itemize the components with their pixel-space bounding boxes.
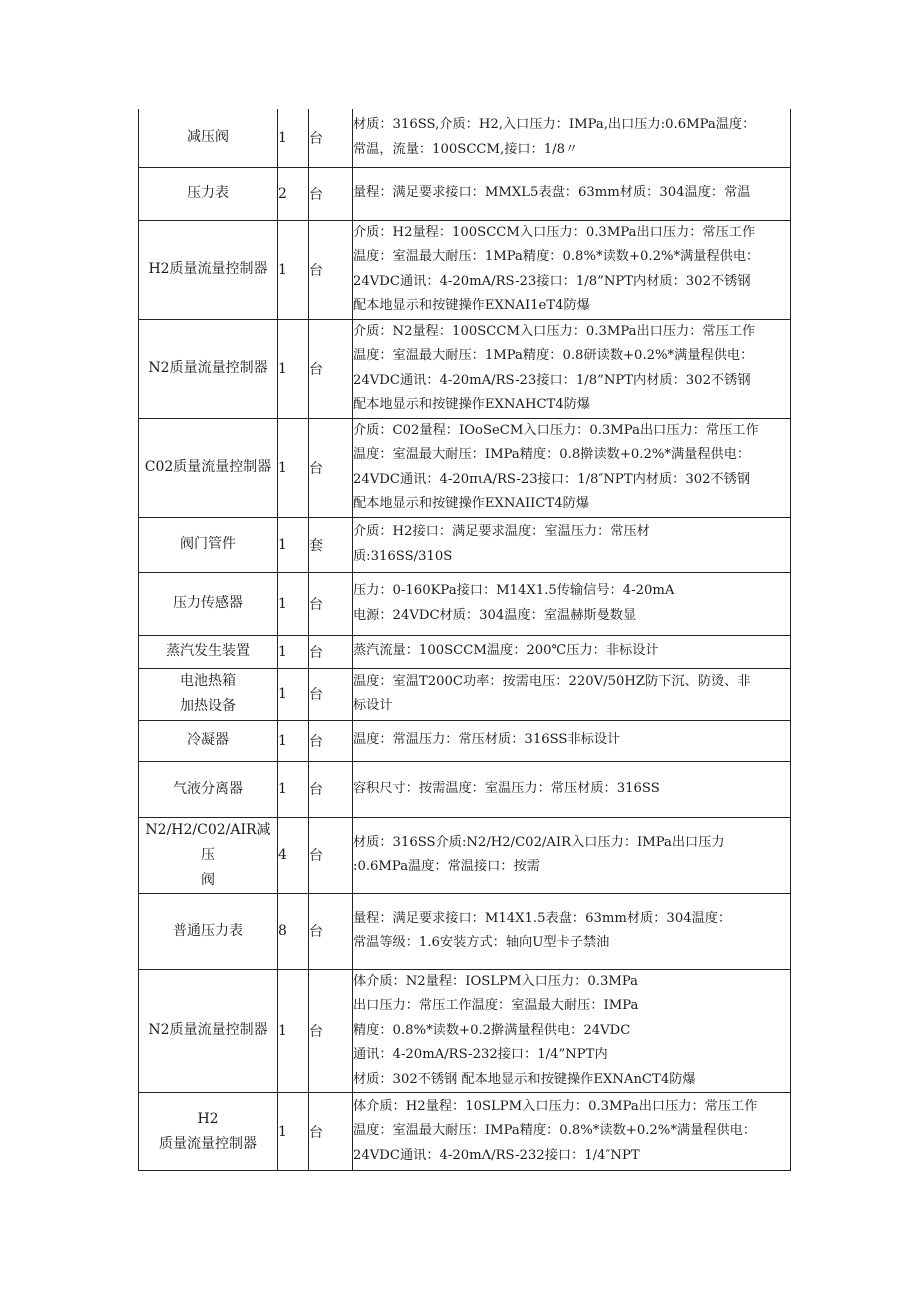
- item-name-line: 气液分离器: [173, 780, 243, 797]
- item-quantity: 1: [278, 220, 309, 319]
- spec-line: 温度：室温最大耐压：IMPa精度：0.8%*读数+0.2%*满量程供电：: [353, 1123, 757, 1139]
- item-name-line: N2质量流量控制器: [148, 360, 268, 376]
- table-row: [139, 572, 791, 635]
- item-unit: 台: [309, 319, 353, 418]
- table-row: [139, 517, 791, 572]
- spec-line: 常温等级：1.6安装方式：轴向U型卡子禁油: [353, 935, 610, 950]
- item-name: [139, 572, 278, 635]
- item-name: [139, 893, 278, 969]
- item-unit: 套: [309, 517, 353, 572]
- spec-line: 配本地显示和按键操作EXNAIICT4防爆: [353, 496, 590, 511]
- item-specification: [353, 720, 791, 761]
- item-quantity: 1: [278, 319, 309, 418]
- item-quantity: 1: [278, 720, 309, 761]
- item-name: [139, 969, 278, 1093]
- item-name: [139, 517, 278, 572]
- item-unit: 台: [309, 635, 353, 668]
- item-unit: 台: [309, 167, 353, 220]
- item-name: [139, 817, 278, 893]
- item-specification: [353, 418, 791, 517]
- spec-line: 标设计: [353, 698, 393, 713]
- item-unit: 台: [309, 668, 353, 720]
- table-row: [139, 1093, 791, 1171]
- spec-line: 电源：24VDC材质：304温度：室温赫斯曼数显: [353, 607, 637, 623]
- item-quantity: 1: [278, 1093, 309, 1171]
- table-row: [139, 319, 791, 418]
- item-name: [139, 220, 278, 319]
- item-name: [139, 167, 278, 220]
- spec-line: 温度：室温最大耐压：IMPa精度：0.8擀读数+0.2%*满量程供电：: [353, 447, 751, 462]
- item-quantity: 4: [278, 817, 309, 893]
- item-name: [139, 418, 278, 517]
- item-specification: [353, 167, 791, 220]
- spec-line: 温度：室温最大耐压：1MPa精度：0.8研读数+0.2%*满量程供电：: [353, 348, 754, 363]
- item-name-line: N2质量流量控制器: [148, 1022, 268, 1039]
- item-name: [139, 761, 278, 817]
- spec-line: 配本地显示和按键操作EXNAHCT4防爆: [353, 397, 591, 412]
- item-quantity: 2: [278, 167, 309, 220]
- spec-line: 常温，流量：100SCCM,接口：1/8〃: [353, 141, 579, 157]
- item-specification: [353, 817, 791, 893]
- item-name-line: 冷凝器: [187, 732, 229, 748]
- item-specification: [353, 969, 791, 1093]
- spec-line: 通讯：4-20mA/RS-232接口：1/4”NPT内: [353, 1047, 608, 1062]
- spec-line: :0.6MPa温度：常温接口：按需: [353, 859, 540, 874]
- spec-line: 量程：满足要求接口：M14X1.5表盘：63mm材质：304温度：: [353, 910, 732, 926]
- item-quantity: 1: [278, 517, 309, 572]
- item-unit: 台: [309, 109, 353, 167]
- spec-line: 24VDC通讯：4-20mΛ/RS-232接口：1/4″NPT: [353, 1147, 640, 1163]
- item-name-line: C02质量流量控制器: [144, 459, 272, 475]
- spec-line: 体介质：H2量程：10SLPM入口压力：0.3MPa出口压力：常压工作: [353, 1098, 758, 1114]
- table-row: [139, 418, 791, 517]
- item-unit: 台: [309, 572, 353, 635]
- spec-line: 出口压力：常压工作温度：室温最大耐压：IMPa: [353, 998, 639, 1013]
- spec-line: 材质：316SS介质:N2/H2/C02/AIR入口压力：IMPa出口压力: [353, 834, 725, 850]
- item-specification: [353, 668, 791, 720]
- item-unit: 台: [309, 220, 353, 319]
- item-name-line: 质量流量控制器: [159, 1135, 257, 1152]
- spec-line: 介质：H2量程：100SCCM入口压力：0.3MPa出口压力：常压工作: [353, 224, 756, 240]
- item-quantity: 8: [278, 893, 309, 969]
- spec-line: 质:316SS/310S: [353, 548, 453, 564]
- item-name-line: 压力传感器: [173, 595, 243, 611]
- table-body: [139, 109, 791, 1171]
- spec-line: 蒸汽流量：100SCCM温度：200℃压力：非标设计: [353, 643, 659, 659]
- item-unit: 台: [309, 720, 353, 761]
- spec-line: 量程：满足要求接口：MMXL5表盘：63mm材质：304温度：常温: [353, 185, 751, 201]
- item-specification: [353, 1093, 791, 1171]
- spec-line: 温度：室温最大耐压：1MPa精度：0.8%*读数+0.2%*满量程供电：: [353, 249, 760, 264]
- table-row: [139, 720, 791, 761]
- table-row: [139, 969, 791, 1093]
- spec-line: 24VDC通讯：4-20mA/RS-23接口：1/8”NPT内材质：302不锈钢: [353, 372, 751, 388]
- table-row: [139, 893, 791, 969]
- spec-line: 温度：室温T200C功率：按需电压：220V/50HZ防下沉、防烫、非: [353, 673, 751, 689]
- spec-line: 材质：316SS,介质：H2,入口压力：IMPa,出口压力:0.6MPa温度：: [353, 117, 756, 133]
- spec-line: 配本地显示和按键操作EXNAI1eT4防爆: [353, 298, 590, 313]
- table-row: [139, 761, 791, 817]
- item-name-line: 加热设备: [180, 698, 236, 714]
- item-unit: 台: [309, 761, 353, 817]
- item-unit: 台: [309, 1093, 353, 1171]
- item-unit: 台: [309, 418, 353, 517]
- item-name-line: 减压阀: [187, 129, 229, 146]
- item-name-line: H2质量流量控制器: [148, 261, 268, 277]
- spec-line: 24VDC通讯：4-20mA/RS-23接口：1/8”NPT内材质：302不锈钢: [353, 273, 751, 289]
- item-name-line: 阀门管件: [180, 536, 236, 552]
- item-specification: [353, 517, 791, 572]
- item-specification: [353, 572, 791, 635]
- spec-line: 介质：H2接口：满足要求温度：室温压力：常压材: [353, 524, 650, 539]
- item-name: [139, 109, 278, 167]
- spec-line: 精度：0.8%*读数+0.2擀满量程供电：24VDC: [353, 1022, 631, 1038]
- spec-line: 材质：302不锈钢 配本地显示和按键操作EXNAnCT4防爆: [353, 1071, 696, 1087]
- item-quantity: 1: [278, 761, 309, 817]
- spec-line: 介质：N2量程：100SCCM入口压力：0.3MPa出口压力：常压工作: [353, 323, 756, 339]
- item-quantity: 1: [278, 418, 309, 517]
- spec-line: 24VDC通讯：4-20πιA/RS-23接口：1/8″NPT内材质：302不锈钢: [353, 471, 751, 487]
- item-name-line: 电池热箱: [180, 673, 236, 689]
- item-quantity: 1: [278, 109, 309, 167]
- item-unit: 台: [309, 817, 353, 893]
- item-quantity: 1: [278, 635, 309, 668]
- spec-line: 压力：0-160KPa接口：M14X1.5传输信号：4-20mA: [353, 583, 675, 598]
- item-name: [139, 720, 278, 761]
- item-specification: [353, 319, 791, 418]
- item-name-line: H2: [197, 1110, 219, 1127]
- item-name-line: 压力表: [187, 185, 229, 201]
- equipment-spec-table: [138, 109, 791, 1171]
- item-specification: [353, 761, 791, 817]
- item-name: [139, 668, 278, 720]
- spec-line: 容积尺寸：按需温度：室温压力：常压材质：316SS: [353, 780, 660, 796]
- spec-line: 介质：C02量程：IOoSeCM入口压力：0.3MPa出口压力：常压工作: [353, 422, 759, 438]
- item-name-line: 普通压力表: [173, 922, 243, 939]
- item-specification: [353, 220, 791, 319]
- table-row: [139, 109, 791, 167]
- item-name-line: N2/H2/C02/AIR减压: [145, 821, 271, 863]
- spec-line: 温度：常温压力：常压材质：316SS非标设计: [353, 732, 621, 748]
- table-row: [139, 167, 791, 220]
- item-specification: [353, 109, 791, 167]
- item-unit: 台: [309, 893, 353, 969]
- table-row: [139, 220, 791, 319]
- spec-line: 体介质：N2量程：IOSLPM入口压力：0.3MPa: [353, 973, 638, 989]
- item-specification: [353, 893, 791, 969]
- item-quantity: 1: [278, 572, 309, 635]
- table-row: [139, 817, 791, 893]
- item-name: [139, 319, 278, 418]
- item-name: [139, 635, 278, 668]
- item-unit: 台: [309, 969, 353, 1093]
- item-name: [139, 1093, 278, 1171]
- table-row: [139, 635, 791, 668]
- item-name-line: 阀: [201, 871, 215, 888]
- item-quantity: 1: [278, 969, 309, 1093]
- item-name-line: 蒸汽发生装置: [166, 643, 250, 659]
- item-quantity: 1: [278, 668, 309, 720]
- item-specification: [353, 635, 791, 668]
- table-row: [139, 668, 791, 720]
